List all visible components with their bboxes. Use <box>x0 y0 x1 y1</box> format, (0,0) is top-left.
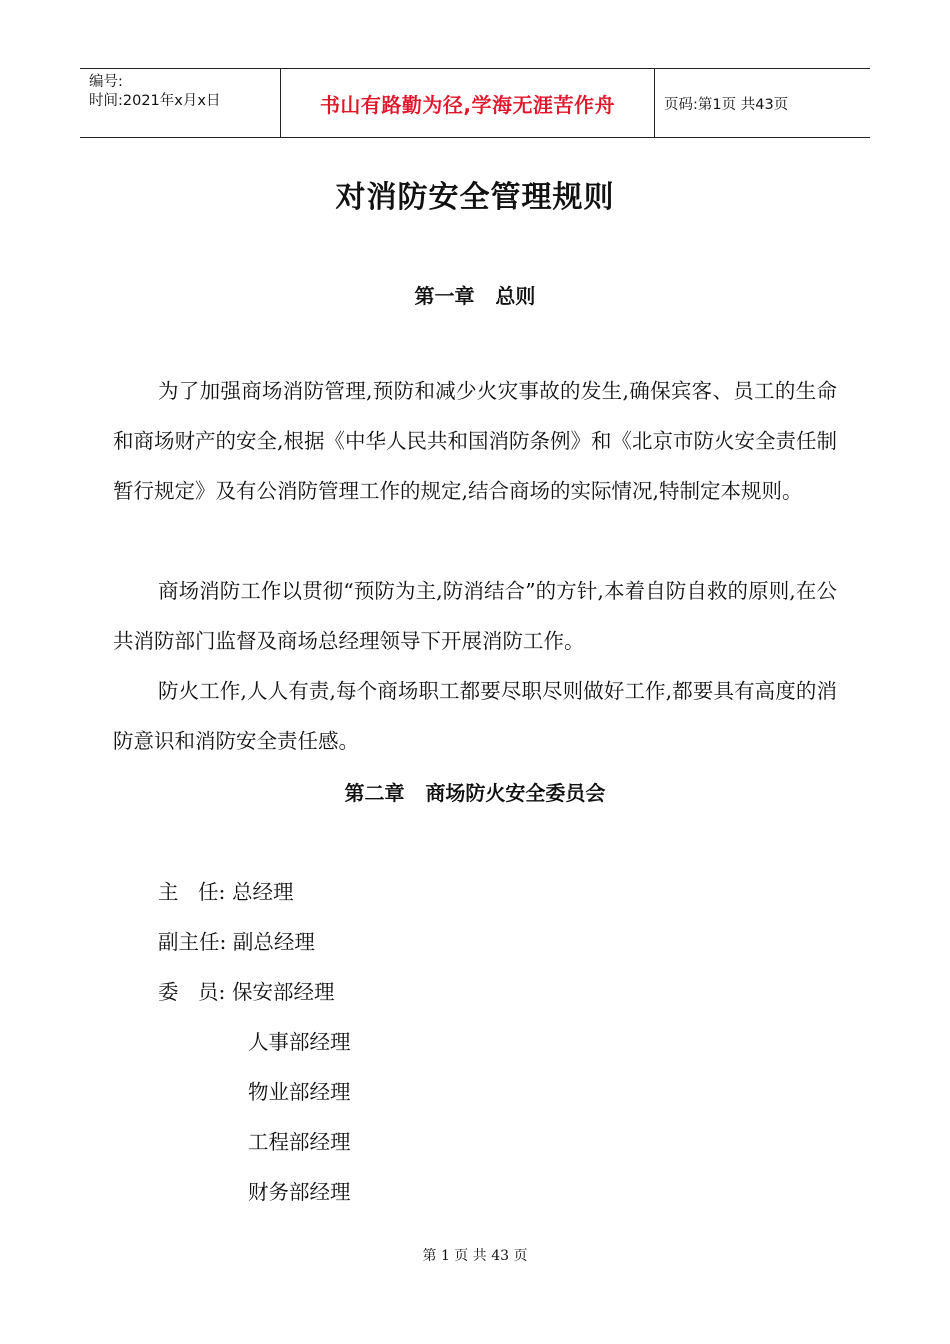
member-line-deputy: 副主任: 副总经理 <box>158 930 315 954</box>
chapter2-heading: 第二章 商场防火安全委员会 <box>344 781 606 805</box>
member-line-director: 主 任: 总经理 <box>158 880 294 904</box>
time-label: 时间:2021年x月x日 <box>89 93 221 109</box>
document-header <box>80 68 870 138</box>
member-line-finance: 财务部经理 <box>248 1180 351 1204</box>
page-info-text: 页码:第1页 共43页 <box>664 96 789 113</box>
header-meta-cell <box>80 69 281 137</box>
page-footer: 第 1 页 共 43 页 <box>422 1248 528 1264</box>
document-title: 对消防安全管理规则 <box>335 180 615 215</box>
motto-cell <box>281 69 655 137</box>
member-line-hr: 人事部经理 <box>248 1030 351 1054</box>
member-line-property: 物业部经理 <box>248 1080 351 1104</box>
member-line-engineering: 工程部经理 <box>248 1130 351 1154</box>
number-label: 编号: <box>89 74 123 90</box>
chapter1-paragraph: 为了加强商场消防管理,预防和减少火灾事故的发生,确保宾客、员工的生命和商场财产的安全,根据《中华人民共和国消防条例》和《北京市防火安全责任制暂行规定》及有公消防管理工作的规定,结合商场的实际情况,特制定本规则。 <box>113 379 838 503</box>
member-line-committee: 委 员: 保安部经理 <box>158 980 335 1004</box>
chapter1-heading: 第一章 总则 <box>414 284 536 308</box>
chapter1-paragraph: 防火工作,人人有责,每个商场职工都要尽职尽则做好工作,都要具有高度的消防意识和消防安全责任感。 <box>113 679 837 753</box>
page-info-cell <box>655 69 870 137</box>
motto-text: 书山有路勤为径,学海无涯苦作舟 <box>319 92 616 117</box>
chapter1-paragraph: 商场消防工作以贯彻“预防为主,防消结合”的方针,本着自防自救的原则,在公共消防部门监督及商场总经理领导下开展消防工作。 <box>113 579 837 653</box>
